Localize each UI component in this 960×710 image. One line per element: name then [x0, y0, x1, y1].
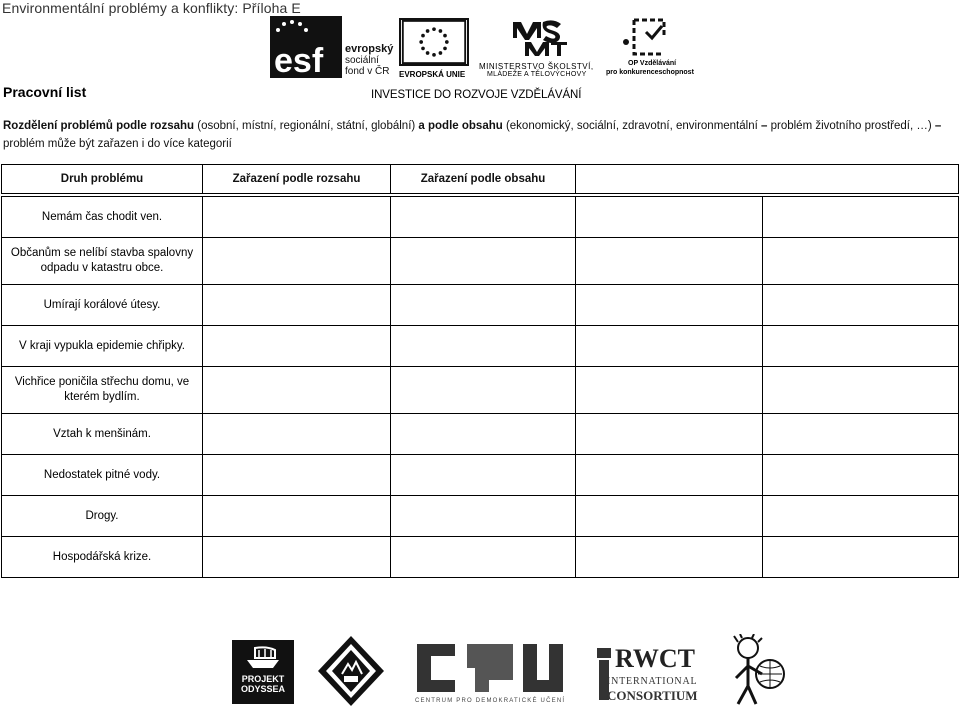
- clovek-v-tisni-logo: [316, 634, 386, 708]
- intro-dash-1: –: [761, 120, 768, 132]
- table-row: [2, 455, 959, 496]
- table-row: [2, 414, 959, 455]
- svg-text:esf: esf: [274, 42, 324, 78]
- table-row: [2, 537, 959, 578]
- eu-label: EVROPSKÁ UNIE: [399, 70, 466, 79]
- intro-text-end: problém může být zařazen i do více kategorií: [3, 138, 232, 150]
- answer-cell-scope[interactable]: [203, 197, 391, 238]
- intro-bold-scope: Rozdělení problémů podle rozsahu: [3, 120, 195, 132]
- answer-cell[interactable]: [763, 496, 959, 537]
- answer-cell-scope[interactable]: [203, 537, 391, 578]
- answer-cell[interactable]: [576, 455, 763, 496]
- answer-cell-content[interactable]: [391, 455, 576, 496]
- row-label: Hospodářská krize.: [2, 537, 203, 578]
- answer-cell-content[interactable]: [391, 238, 576, 285]
- answer-cell-content[interactable]: [391, 367, 576, 414]
- esf-line1: evropský: [345, 43, 394, 55]
- rwct-title: RWCT: [615, 644, 695, 673]
- answer-cell-content[interactable]: [391, 537, 576, 578]
- eu-flag-icon: [399, 18, 469, 66]
- answer-cell[interactable]: [576, 285, 763, 326]
- esf-line2: sociální: [345, 55, 379, 66]
- eu-logo: [399, 18, 473, 82]
- row-label: Drogy.: [2, 496, 203, 537]
- op-line1: OP Vzdělávání: [628, 60, 677, 67]
- esf-text: [345, 44, 393, 77]
- row-label: Umírají korálové útesy.: [2, 285, 203, 326]
- row-label: V kraji vypukla epidemie chřipky.: [2, 326, 203, 367]
- msmt-mark-icon: [511, 18, 569, 58]
- answer-cell[interactable]: [576, 197, 763, 238]
- answer-cell[interactable]: [576, 238, 763, 285]
- answer-cell[interactable]: [763, 326, 959, 367]
- intro-dash-2: –: [934, 120, 942, 132]
- worksheet-table: [1, 164, 959, 578]
- answer-cell-scope[interactable]: [203, 285, 391, 326]
- intro-text-env: problém životního prostředí, …): [767, 120, 935, 132]
- intro-text-content: (ekonomický, sociální, zdravotní, environmentální: [502, 120, 761, 132]
- header-content: Zařazení podle obsahu: [391, 165, 576, 194]
- row-label: Nemám čas chodit ven.: [2, 197, 203, 238]
- cpdu-mark-icon: [415, 642, 565, 694]
- row-label: Nedostatek pitné vody.: [2, 455, 203, 496]
- sheet-title: Pracovní list: [3, 84, 87, 100]
- odyssea-line1: PROJEKT: [241, 674, 285, 684]
- header-problem-type: Druh problému: [2, 165, 203, 194]
- answer-cell[interactable]: [576, 537, 763, 578]
- answer-cell-content[interactable]: [391, 414, 576, 455]
- esf-line3: fond v ČR: [345, 66, 390, 77]
- answer-cell[interactable]: [763, 455, 959, 496]
- msmt-line1: MINISTERSTVO ŠKOLSTVÍ,: [479, 62, 594, 71]
- answer-cell-content[interactable]: [391, 285, 576, 326]
- row-label: Občanům se nelíbí stavba spalovny odpadu v katastru obce.: [2, 238, 203, 285]
- table-row: [2, 285, 959, 326]
- answer-cell[interactable]: [576, 414, 763, 455]
- funding-logos: [270, 16, 700, 106]
- answer-cell[interactable]: [576, 496, 763, 537]
- msmt-logo: [479, 18, 599, 82]
- esf-logo: [270, 16, 395, 82]
- answer-cell[interactable]: [763, 197, 959, 238]
- answer-cell-content[interactable]: [391, 197, 576, 238]
- answer-cell-scope[interactable]: [203, 414, 391, 455]
- answer-cell-content[interactable]: [391, 496, 576, 537]
- answer-cell-scope[interactable]: [203, 238, 391, 285]
- investice-slogan: INVESTICE DO ROZVOJE VZDĚLÁVÁNÍ: [371, 89, 582, 101]
- intro-bold-content: a podle obsahu: [418, 120, 503, 132]
- header-empty: [576, 165, 959, 194]
- answer-cell[interactable]: [763, 367, 959, 414]
- intro-text-scope: (osobní, místní, regionální, státní, globální): [194, 120, 419, 132]
- partner-logos: [230, 634, 790, 710]
- row-label: Vichřice poničila střechu domu, ve kterém bydlím.: [2, 367, 203, 414]
- op-mark-icon: [622, 18, 670, 56]
- row-label: Vztah k menšinám.: [2, 414, 203, 455]
- esf-mark-icon: [270, 16, 342, 78]
- table-row: [2, 238, 959, 285]
- op-logo: [604, 18, 694, 82]
- table-row: [2, 326, 959, 367]
- msmt-line2: MLÁDEŽE A TĚLOVÝCHOVY: [487, 71, 587, 78]
- odyssea-logo: [232, 640, 294, 704]
- ship-icon: [245, 646, 281, 670]
- odyssea-line2: ODYSSEA: [240, 684, 285, 694]
- answer-cell[interactable]: [576, 367, 763, 414]
- table-row: [2, 496, 959, 537]
- cpdu-logo: [415, 642, 565, 708]
- answer-cell-scope[interactable]: [203, 367, 391, 414]
- answer-cell[interactable]: [763, 285, 959, 326]
- answer-cell[interactable]: [763, 238, 959, 285]
- op-line2: pro konkurenceschopnost: [606, 69, 694, 76]
- rwct-logo: [595, 644, 715, 704]
- table-row: [2, 197, 959, 238]
- tereza-logo: [730, 634, 790, 708]
- rwct-international: INTERNATIONAL: [607, 676, 698, 687]
- cpdu-text: CENTRUM PRO DEMOKRATICKÉ UČENÍ: [415, 698, 566, 704]
- intro-paragraph: [3, 117, 953, 153]
- rwct-consortium: CONSORTIUM: [607, 688, 698, 703]
- table-header-row: [2, 165, 959, 194]
- answer-cell-scope[interactable]: [203, 455, 391, 496]
- answer-cell[interactable]: [763, 414, 959, 455]
- answer-cell[interactable]: [576, 326, 763, 367]
- header-scope: Zařazení podle rozsahu: [203, 165, 391, 194]
- answer-cell[interactable]: [763, 537, 959, 578]
- table-row: [2, 367, 959, 414]
- answer-cell-scope[interactable]: [203, 326, 391, 367]
- document-title: Environmentální problémy a konflikty: Příloha E: [2, 0, 301, 16]
- answer-cell-content[interactable]: [391, 326, 576, 367]
- answer-cell-scope[interactable]: [203, 496, 391, 537]
